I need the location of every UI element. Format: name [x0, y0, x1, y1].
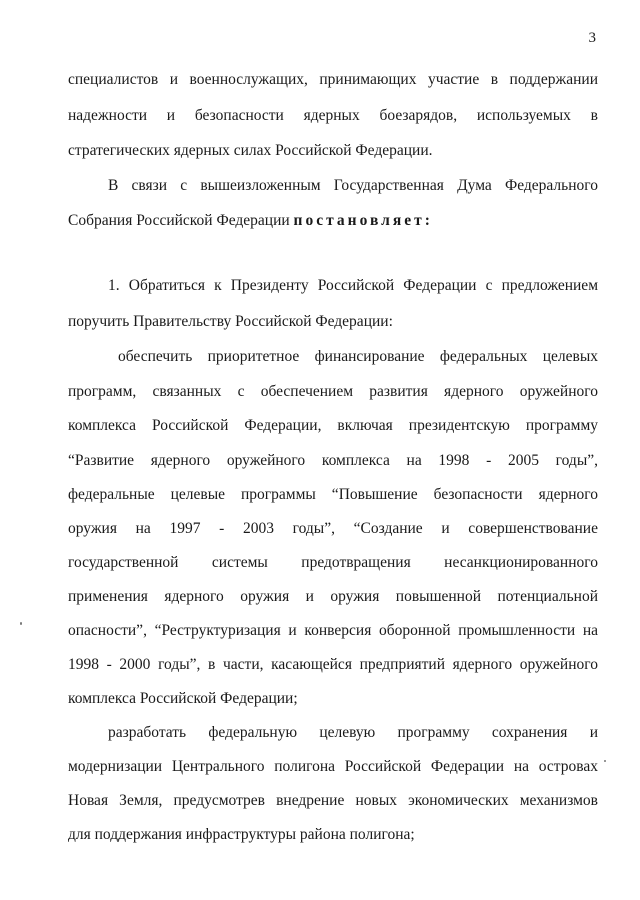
text-line: стратегических ядерных силах Российской Федерации. — [68, 142, 433, 159]
text-line: государственной системы предотвращения несанкционированного — [68, 554, 598, 571]
text-line: специалистов и военнослужащих, принимающих участие в поддержании — [68, 71, 598, 88]
text-line: надежности и безопасности ядерных боезарядов, используемых в — [68, 107, 598, 124]
text-line: 1998 - 2000 годы”, в части, касающейся предприятий ядерного оружейного — [68, 656, 598, 673]
text-line: программ, связанных с обеспечением развития ядерного оружейного — [68, 383, 598, 400]
text-line: федеральные целевые программы “Повышение безопасности ядерного — [68, 486, 598, 503]
scan-speck — [604, 760, 606, 762]
text-line: применения ядерного оружия и оружия повышенной потенциальной — [68, 588, 598, 605]
text-line: разработать федеральную целевую программу сохранения и — [108, 724, 598, 741]
decree-word: постановляет: — [293, 212, 433, 229]
text-line: В связи с вышеизложенным Государственная Дума Федерального — [108, 177, 598, 194]
text-line: “Развитие ядерного оружейного комплекса на 1998 - 2005 годы”, — [68, 452, 598, 469]
text-line: поручить Правительству Российской Федерации: — [68, 313, 393, 330]
text-line: 1. Обратиться к Президенту Российской Федерации с предложением — [108, 277, 598, 294]
text-line: Новая Земля, предусмотрев внедрение новых экономических механизмов — [68, 792, 598, 809]
text-line: обеспечить приоритетное финансирование федеральных целевых — [118, 348, 598, 365]
text-line-with-decree — [68, 211, 598, 231]
text-line: комплекса Российской Федерации; — [68, 690, 298, 707]
text-line: опасности”, “Реструктуризация и конверсия оборонной промышленности на — [68, 622, 598, 639]
page-number: 3 — [588, 30, 596, 46]
scan-speck — [20, 622, 22, 625]
text-line: для поддержания инфраструктуры района полигона; — [68, 826, 415, 843]
text-line: модернизации Центрального полигона Российской Федерации на островах — [68, 758, 598, 775]
text-line: комплекса Российской Федерации, включая президентскую программу — [68, 417, 598, 434]
text-fragment: Собрания Российской Федерации — [68, 212, 290, 229]
text-line: оружия на 1997 - 2003 годы”, “Создание и совершенствование — [68, 520, 598, 537]
